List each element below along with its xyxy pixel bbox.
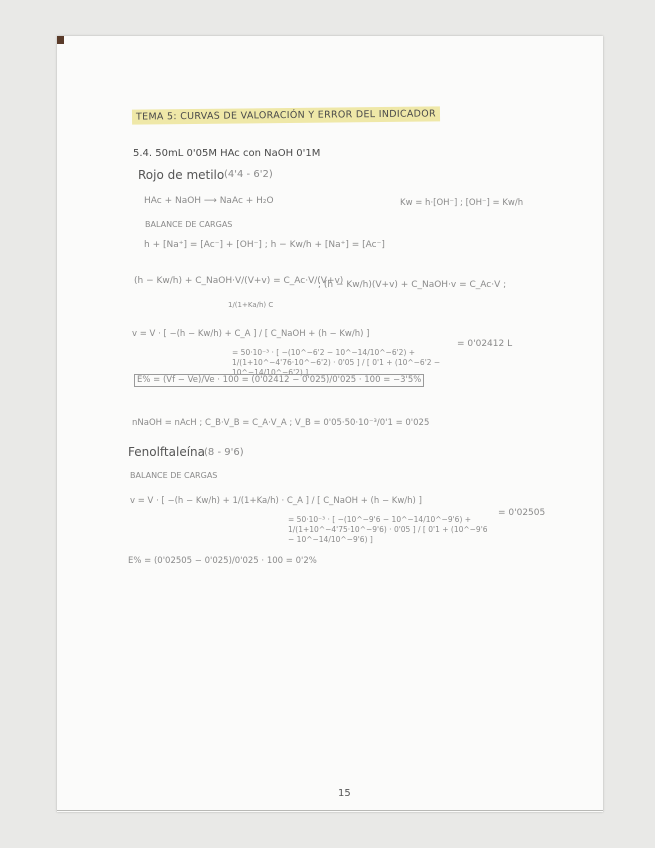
indicator-1-range: (4'4 - 6'2) [224, 169, 273, 180]
page-number: 15 [338, 788, 351, 799]
mass-equation-left: (h − Kw/h) + C_NaOH·V/(V+v) = C_Ac·V/(V+v) [134, 276, 344, 286]
volume-expression-2: v = V · [ −(h − Kw/h) + 1/(1+Ka/h) · C_A ] / [ C_NaOH + (h − Kw/h) ] [130, 496, 422, 506]
binding-mark [57, 36, 64, 44]
volume-result-1: = 0'02412 L [457, 339, 513, 349]
mass-equation-right: ; (h − Kw/h)(V+v) + C_NaOH·v = C_Ac·V ; [318, 280, 507, 290]
equivalence-volume: nNaOH = nAcH ; C_B·V_B = C_A·V_A ; V_B = 0'05·50·10⁻³/0'1 = 0'025 [132, 418, 430, 428]
alpha-term: 1/(1+Ka/h) C [228, 301, 274, 309]
volume-substitution-2: = 50·10⁻³ · [ −(10^−9'6 − 10^−14/10^−9'6) + 1/(1+10^−4'75·10^−9'6) · 0'05 ] / [ 0'1 + (10^−9'6 − 10^−14/10^−9'6) ] [288, 515, 488, 545]
indicator-2-name: Fenolftaleína [128, 445, 205, 459]
error-calculation-2: E% = (0'02505 − 0'025)/0'025 · 100 = 0'2% [128, 556, 317, 566]
reaction-equation: HAc + NaOH ⟶ NaAc + H₂O [144, 196, 274, 206]
charge-balance-equation: h + [Na⁺] = [Ac⁻] + [OH⁻] ; h − Kw/h + [Na⁺] = [Ac⁻] [144, 240, 385, 250]
charge-balance-label-2: BALANCE DE CARGAS [130, 471, 218, 480]
charge-balance-label-1: BALANCE DE CARGAS [145, 220, 233, 229]
error-calculation-1: E% = (Vf − Ve)/Ve · 100 = (0'02412 − 0'025)/0'025 · 100 = −3'5% [134, 374, 424, 387]
page-edge [57, 810, 603, 811]
problem-statement: 5.4. 50mL 0'05M HAc con NaOH 0'1M [133, 148, 321, 159]
volume-result-2: = 0'02505 [498, 508, 546, 518]
page-title: TEMA 5: CURVAS DE VALORACIÓN Y ERROR DEL INDICADOR [132, 106, 440, 124]
kw-relation: Kw = h·[OH⁻] ; [OH⁻] = Kw/h [400, 198, 524, 208]
volume-substitution-1: = 50·10⁻³ · [ −(10^−6'2 − 10^−14/10^−6'2) + 1/(1+10^−4'76·10^−6'2) · 0'05 ] / [ 0'1 + (10^−6'2 − 10^−14/10^−6'2) ] [232, 348, 441, 378]
volume-expression-1: v = V · [ −(h − Kw/h) + C_A ] / [ C_NaOH + (h − Kw/h) ] [132, 329, 370, 339]
indicator-2-range: (8 - 9'6) [204, 447, 244, 458]
indicator-1-name: Rojo de metilo [138, 168, 225, 182]
